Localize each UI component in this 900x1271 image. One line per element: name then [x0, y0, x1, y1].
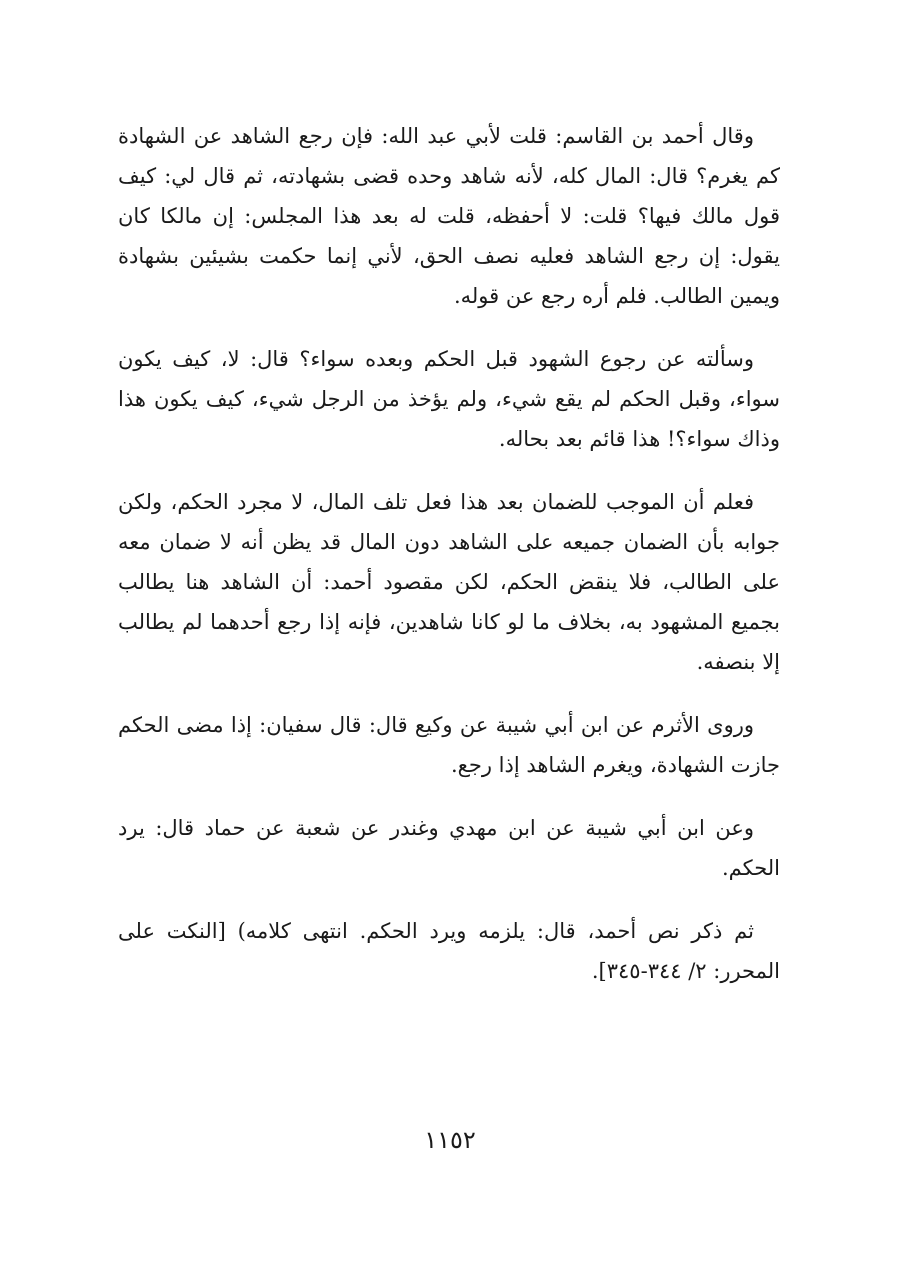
paragraph-1: وقال أحمد بن القاسم: قلت لأبي عبد الله: فإن رجع الشاهد عن الشهادة كم يغرم؟ قال: المال كله، لأنه شاهد وحده قضى بشهادته، ثم قال لي: كيف قول مالك فيها؟ قلت: لا أحفظه، قلت له بعد هذا المجلس: إن مالكا كان يقول: إن رجع الشاهد فعليه نصف الحق، لأني إنما حكمت بشيئين بشهادة ويمين الطالب. فلم أره رجع عن قوله.	[118, 124, 780, 308]
paragraph-5: وعن ابن أبي شيبة عن ابن مهدي وغندر عن شعبة عن حماد قال: يرد الحكم.	[118, 816, 780, 880]
paragraph-4: وروى الأثرم عن ابن أبي شيبة عن وكيع قال: قال سفيان: إذا مضى الحكم جازت الشهادة، ويغرم الشاهد إذا رجع.	[118, 713, 780, 777]
paragraph-2: وسألته عن رجوع الشهود قبل الحكم وبعده سواء؟ قال: لا، كيف يكون سواء، وقبل الحكم لم يقع شيء، ولم يؤخذ من الرجل شيء، كيف يكون هذا وذاك سواء؟! هذا قائم بعد بحاله.	[118, 347, 780, 451]
paragraph-6: ثم ذكر نص أحمد، قال: يلزمه ويرد الحكم. انتهى كلامه) [النكت على المحرر: ٢/ ٣٤٤-٣٤٥].	[118, 919, 780, 983]
body-text	[118, 116, 780, 1014]
page-number: ١١٥٢	[424, 1126, 476, 1154]
paragraph-3: فعلم أن الموجب للضمان بعد هذا فعل تلف المال، لا مجرد الحكم، ولكن جوابه بأن الضمان جميعه على الشاهد دون المال قد يظن أنه لا ضمان معه على الطالب، فلا ينقض الحكم، لكن مقصود أحمد: أن الشاهد هنا يطالب بجميع المشهود به، بخلاف ما لو كانا شاهدين، فإنه إذا رجع أحدهما لم يطالب إلا بنصفه.	[118, 490, 780, 674]
